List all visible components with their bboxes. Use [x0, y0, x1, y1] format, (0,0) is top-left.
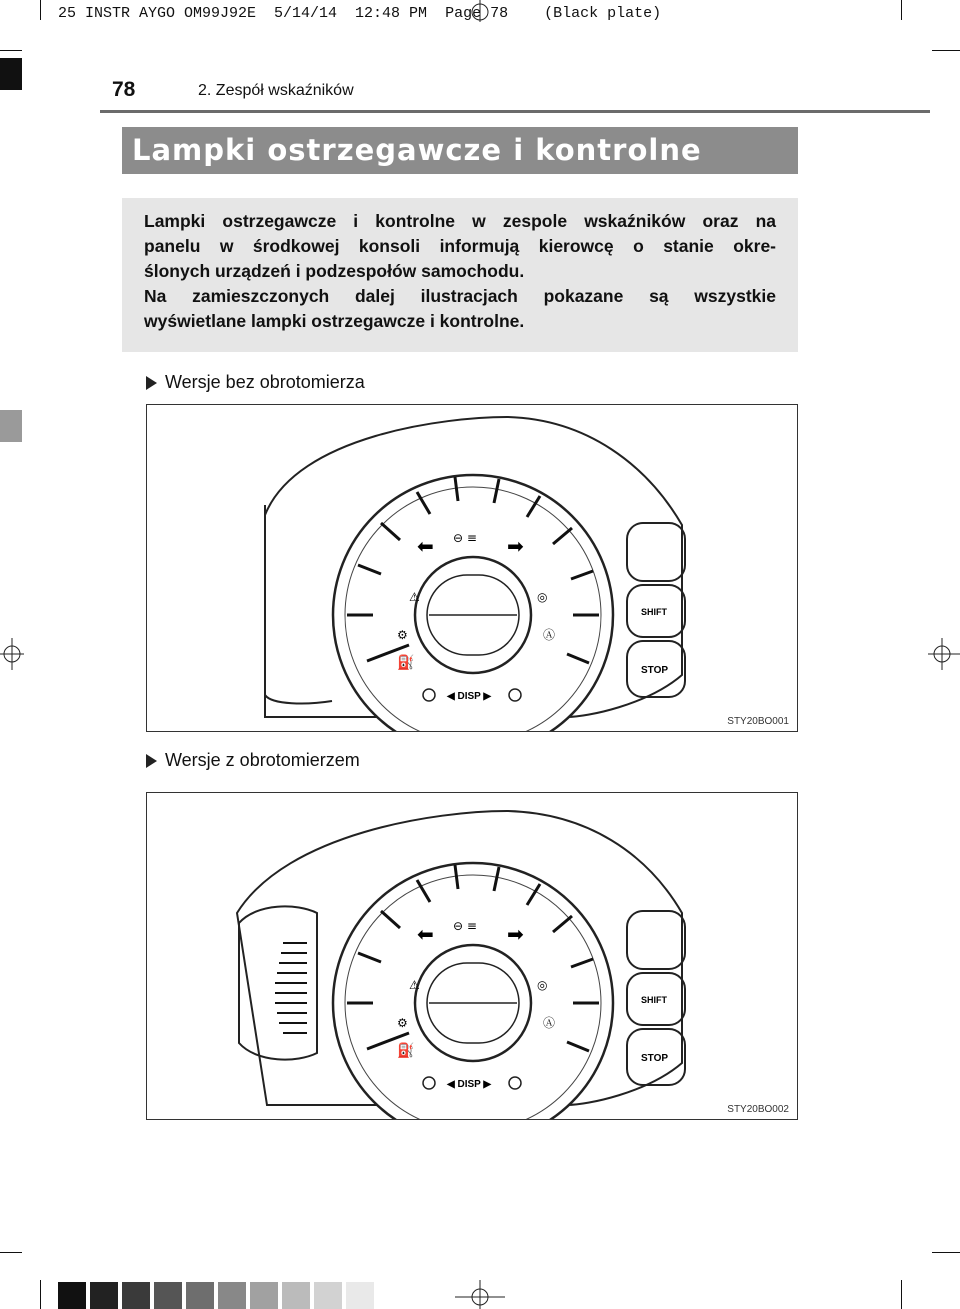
page-number: 78 [112, 78, 136, 101]
turn-left-arrow-icon: ⬅ [417, 922, 434, 946]
figure-cluster-no-tach [146, 404, 798, 732]
crop-mark [932, 50, 960, 51]
stop-label: STOP [641, 1053, 669, 1064]
crop-mark [901, 1280, 902, 1309]
print-header: 25 INSTR AYGO OM99J92E 5/14/14 12:48 PM Page 78 (Black plate) [58, 5, 662, 22]
figure-caption [146, 372, 365, 393]
chapter-tab [0, 58, 22, 90]
figure-caption [146, 750, 360, 771]
disp-label: ◀ DISP ▶ [447, 691, 492, 702]
warning-icon: ⚠ [409, 978, 420, 992]
abs-icon: Ⓐ [543, 628, 556, 642]
color-swatch [186, 1282, 214, 1309]
engine-icon: ⚙ [397, 628, 408, 642]
registration-mark [0, 630, 24, 670]
bullet-triangle-icon [146, 376, 157, 390]
registration-mark [455, 1280, 505, 1309]
color-swatch [122, 1282, 150, 1309]
intro-line: wyświetlane lampki ostrzegawcze i kontrolne. [144, 311, 525, 331]
crop-mark [932, 1252, 960, 1253]
turn-right-arrow-icon: ➡ [507, 534, 524, 558]
crop-mark [40, 0, 41, 20]
color-swatch [154, 1282, 182, 1309]
figure-cluster-with-tach [146, 792, 798, 1120]
warning-icon: ⚠ [409, 590, 420, 604]
fuel-icon: ⛽ [397, 1042, 415, 1058]
brake-icon: ◎ [537, 978, 548, 992]
turn-right-arrow-icon: ➡ [507, 922, 524, 946]
crop-mark [0, 1252, 22, 1253]
color-swatch [218, 1282, 246, 1309]
intro-line: Lampki ostrzegawcze i kontrolne w zespole wskaźników oraz na [144, 211, 776, 231]
color-swatch [90, 1282, 118, 1309]
shift-label: SHIFT [641, 995, 667, 1005]
engine-icon: ⚙ [397, 1016, 408, 1030]
color-swatch [346, 1282, 374, 1309]
header-rule [100, 110, 930, 113]
figure-label: Wersje bez obrotomierza [165, 372, 365, 392]
instrument-cluster-illustration [147, 405, 798, 732]
stop-label: STOP [641, 665, 669, 676]
intro-line: panelu w środkowej konsoli informują kierowcę o stanie okre- [144, 236, 776, 256]
crop-mark [40, 1280, 41, 1309]
shift-label: SHIFT [641, 607, 667, 617]
figure-label: Wersje z obrotomierzem [165, 750, 360, 770]
figure-code: STY20BO002 [727, 1104, 789, 1115]
disp-label: ◀ DISP ▶ [447, 1079, 492, 1090]
bullet-triangle-icon [146, 754, 157, 768]
intro-box [122, 198, 798, 352]
light-icon: ⊖ ≡ [453, 531, 477, 545]
crop-mark [0, 50, 22, 51]
instrument-cluster-illustration [147, 793, 798, 1120]
intro-line: ślonych urządzeń i podzespołów samochodu. [144, 261, 525, 281]
fuel-icon: ⛽ [397, 654, 415, 670]
crop-mark [901, 0, 902, 20]
tach-bars [275, 943, 307, 1033]
turn-left-arrow-icon: ⬅ [417, 534, 434, 558]
intro-line: Na zamieszczonych dalej ilustracjach pokazane są wszystkie [144, 286, 776, 306]
registration-mark [460, 0, 500, 22]
color-swatch [282, 1282, 310, 1309]
abs-icon: Ⓐ [543, 1016, 556, 1030]
color-swatch [314, 1282, 342, 1309]
figure-code: STY20BO001 [727, 716, 789, 727]
brake-icon: ◎ [537, 590, 548, 604]
chapter-tab-marker [0, 410, 22, 442]
page-title: Lampki ostrzegawcze i kontrolne [122, 127, 798, 174]
color-swatch [250, 1282, 278, 1309]
light-icon: ⊖ ≡ [453, 919, 477, 933]
color-swatch [58, 1282, 86, 1309]
registration-mark [928, 630, 960, 670]
section-title: 2. Zespół wskaźników [198, 82, 354, 99]
